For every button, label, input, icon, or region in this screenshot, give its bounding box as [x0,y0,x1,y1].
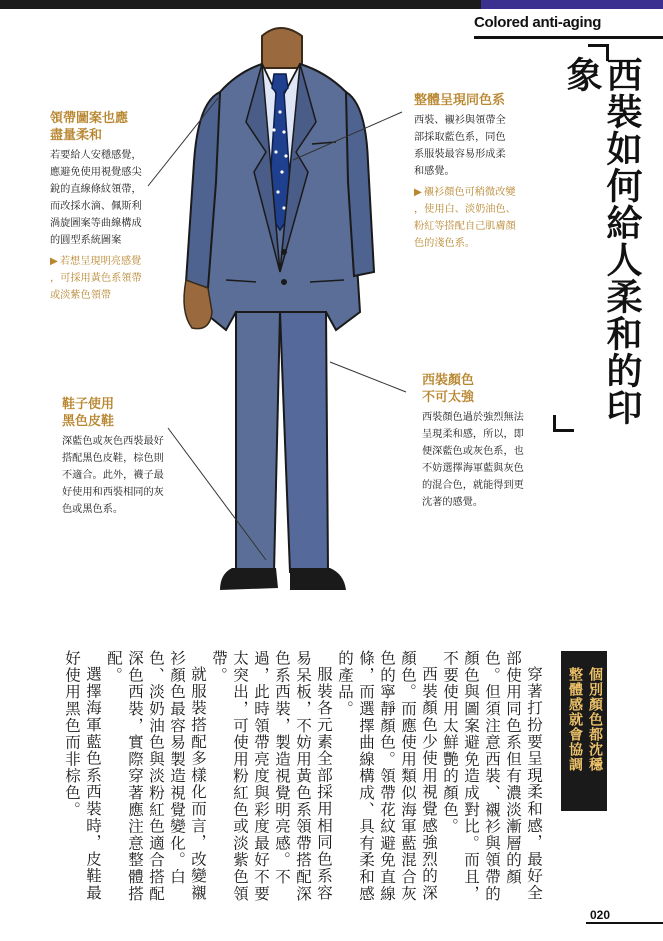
triangle-right-icon: ▶ [414,187,422,198]
body-paragraph: 選擇海軍藍色系西裝時，皮鞋最好使用黑色而非棕色。 [63,650,102,901]
callout-suit-body: 西裝顏色過於強烈無法 呈現柔和感，所以，即 便深藍色或灰色系，也 不妨選擇海軍藍與灰色 的混合色，就能得到更 沈著的感覺。 [422,412,524,508]
sidebar-heading-line2: 整體感就會協調 [567,667,583,772]
sidebar-heading-line1: 個別顏色都沈穩 [587,667,603,772]
callout-unified-note [414,184,544,252]
callout-shoes-heading: 鞋子使用 黑色皮鞋 [62,397,115,429]
callout-tie-body: 若要給人安穩感覺， 應避免使用視覺感尖 銳的直線條紋領帶， 而改採水滴、佩斯利 渦旋圖案等曲線構成 的圓型系統圖案 [50,150,142,246]
body-text [63,650,544,910]
triangle-right-icon: ▶ [50,256,58,267]
callout-tie-heading: 領帶圖案也應 盡量柔和 [50,111,129,143]
callout-tie-note [50,253,190,304]
body-paragraph: 西裝顏色少使用視覺感強烈的深顏色。而應使用類似海軍藍混合灰色的寧靜顏色。領帶花紋避免直線條，而選擇曲線構成、具有柔和感的產品。 [336,650,438,902]
sidebar-heading [561,651,607,811]
callout-tie [50,110,190,304]
title-box [553,44,642,432]
body-paragraph: 服裝各元素全部採用相同色系容易呆板，不妨用黃色系領帶搭配深色系西裝，製造視覺明亮感。不過，此時領帶亮度與彩度最好不要太突出，可使用粉紅色或淡紫色領帶。 [210,650,333,902]
callout-unified-note-text: 襯衫顏色可稍微改變 ，使用白、淡奶油色、 粉紅等搭配自己肌膚顏 色的淺色系。 [414,187,516,249]
page-number: 020 [590,908,611,922]
callout-suit-color [422,372,562,511]
callout-unified-body: 西裝、襯衫與領帶全 部採取藍色系，同色 系服裝最容易形成柔 和感覺。 [414,115,506,177]
callout-shoes-body: 深藍色或灰色西裝最好 搭配黑色皮鞋，棕色則 不適合。此外，襪子最 好使用和西裝相同的灰 色或黑色系。 [62,436,164,515]
callout-tie-note-text: 若想呈現明亮感覺 ，可採用黃色系領帶 或淡紫色領帶 [50,256,142,301]
page-title: 西裝如何給人柔和的印象 [561,56,642,426]
callout-shoes [62,396,202,518]
section-tag: Colored anti-aging [474,14,602,31]
callout-unified-heading: 整體呈現同色系 [414,93,506,108]
callout-unified-color [414,92,544,252]
body-paragraph: 穿著打扮要呈現柔和感，最好全部使用同色系但有濃淡漸層的顏色。但須注意西裝、襯衫與領帶的顏色與圖案避免造成對比。而且，不要使用太鮮艷的顏色。 [441,650,543,902]
body-paragraph: 就服裝搭配多樣化而言，改變襯衫顏色最容易製造視覺變化。白色、淡奶油色與淡粉紅色適合搭配深色西裝，實際穿著應注意整體搭配。 [105,650,207,902]
callout-suit-heading: 西裝顏色 不可太強 [422,373,475,405]
page-number-rule [586,922,663,924]
